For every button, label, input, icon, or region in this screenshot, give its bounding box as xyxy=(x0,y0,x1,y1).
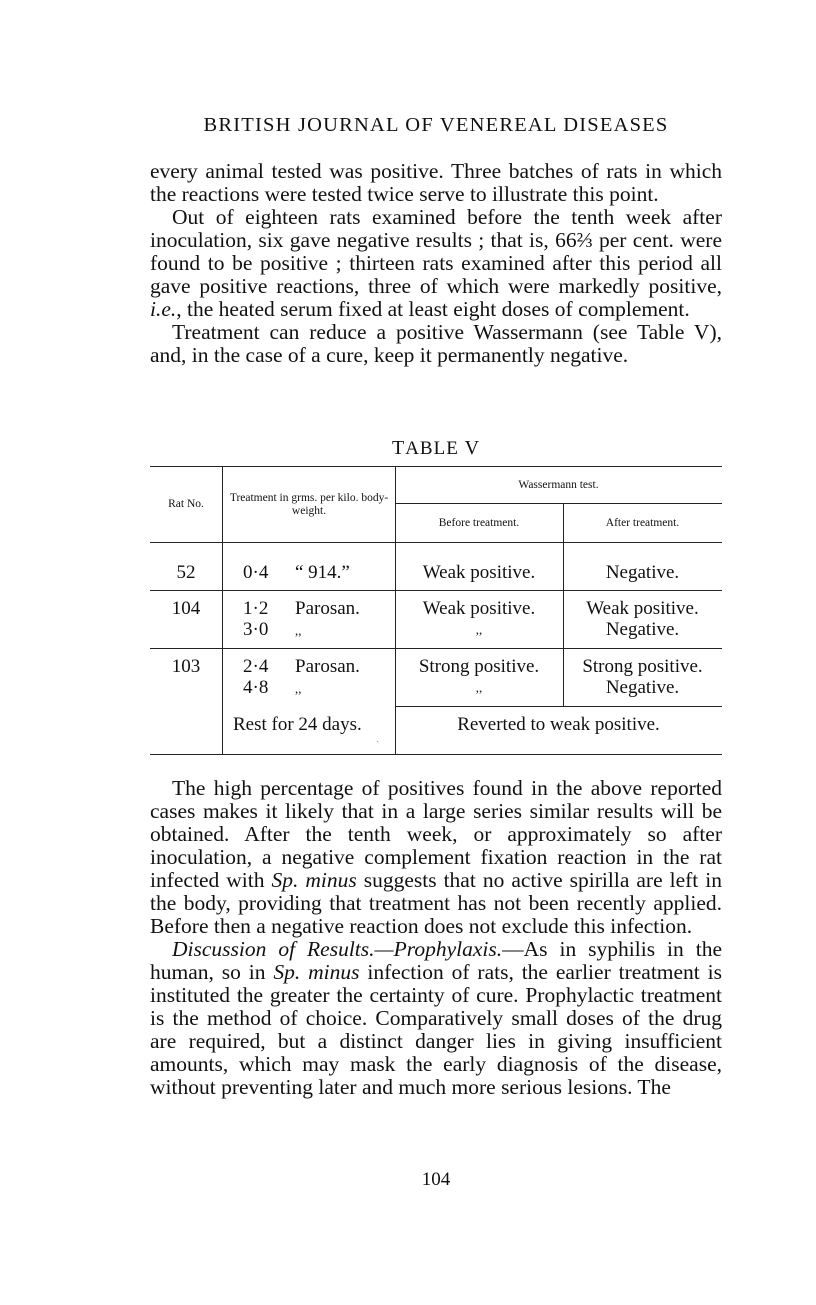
after-result: Negative. xyxy=(605,677,680,698)
row-rule-2 xyxy=(150,648,722,649)
table-bottom-rule xyxy=(150,754,722,755)
paragraph-4 xyxy=(150,777,722,938)
treatment-line xyxy=(243,619,393,641)
after-result: Negative. xyxy=(605,619,680,640)
before-result: Weak positive. xyxy=(422,598,536,619)
table-title-initial: T xyxy=(391,437,406,459)
ditto-mark: ,, xyxy=(295,623,302,638)
species-name: Sp. minus xyxy=(271,868,357,892)
treatment-line xyxy=(243,677,393,699)
paragraph-5-end: infection of rats, the earlier treatment is instituted the greater the certainty of cure. Prophylactic treatment is the method of choice. Comparatively small doses of the drug are required, but a distinct danger lies in giving insufficient amounts, which may mask the early diagnosis of the disease, without preventing later and much more serious lesions. The xyxy=(150,960,722,1099)
dose: 4·8 xyxy=(243,677,269,698)
row-rule-1 xyxy=(150,590,722,591)
section-heading: Discussion of Results.—Prophylaxis. xyxy=(172,937,503,961)
rest-result: Reverted to weak positive. xyxy=(457,714,660,735)
header-rat-no: Rat No. xyxy=(168,498,204,510)
paragraph-2 xyxy=(150,206,722,321)
wassermann-header-rule xyxy=(395,503,722,504)
body-text-top xyxy=(150,160,722,367)
running-header: BRITISH JOURNAL OF VENEREAL DISEASES xyxy=(203,114,669,136)
rat-number: 104 xyxy=(171,598,201,619)
page-number: 104 xyxy=(421,1169,451,1190)
dose: 0·4 xyxy=(243,562,269,583)
rest-row-rule xyxy=(395,706,722,707)
paragraph-2-end: , the heated serum fixed at least eight doses of complement. xyxy=(176,297,690,321)
column-rule-1 xyxy=(222,466,223,754)
paragraph-4-text: The high percentage of positives found in the above reported cases makes it likely that in a large series similar results will be obtained. After the tenth week, or approximately so after inoculation, a negative complement fixation reaction in the rat infected with xyxy=(150,776,722,892)
paragraph-5-text: —As in syphilis in the human, so in xyxy=(150,937,722,984)
header-treatment: Treatment in grms. per kilo. body-weight. xyxy=(229,492,389,517)
dose: 2·4 xyxy=(243,656,269,677)
dose: 1·2 xyxy=(243,598,269,619)
paragraph-4-end: suggests that no active spirilla are left in the body, providing that treatment has not been recently applied. Before then a negative reaction does not exclude this infection. xyxy=(150,868,722,938)
dose: 3·0 xyxy=(243,619,269,640)
rat-number: 103 xyxy=(171,656,201,677)
stray-mark: ˏ xyxy=(376,732,380,743)
body-text-bottom xyxy=(150,777,722,1099)
table-title-rest: ABLE xyxy=(405,438,459,459)
rest-treatment: Rest for 24 days. xyxy=(233,714,362,735)
treatment-line xyxy=(243,598,393,620)
table-v xyxy=(150,466,722,756)
before-ditto: ,, xyxy=(475,622,483,637)
treatment-line xyxy=(243,562,393,584)
ie-abbreviation: i.e. xyxy=(150,297,177,321)
ditto-mark: ,, xyxy=(295,681,302,696)
after-result: Strong positive. xyxy=(582,656,703,677)
before-ditto: ,, xyxy=(475,680,483,695)
before-result: Weak positive. xyxy=(422,562,536,583)
paragraph-3: Treatment can reduce a positive Wassermann (see Table V), and, in the case of a cure, keep it permanently negative. xyxy=(150,320,722,367)
drug: Parosan. xyxy=(295,598,360,619)
table-title xyxy=(150,437,722,460)
header-bottom-rule xyxy=(150,542,722,543)
header-after-treatment: After treatment. xyxy=(605,517,680,529)
after-result: Negative. xyxy=(605,562,680,583)
after-result: Weak positive. xyxy=(586,598,699,619)
header-before-treatment: Before treatment. xyxy=(438,517,520,529)
paragraph-1: every animal tested was positive. Three batches of rats in which the reactions were tested twice serve to illustrate this point. xyxy=(150,159,722,206)
table-title-numeral: V xyxy=(464,437,481,459)
species-name: Sp. minus xyxy=(273,960,360,984)
before-result: Strong positive. xyxy=(418,656,540,677)
header-wassermann: Wassermann test. xyxy=(518,479,599,491)
rat-number: 52 xyxy=(176,562,196,583)
paragraph-5 xyxy=(150,938,722,1099)
paragraph-2-text: Out of eighteen rats examined before the tenth week after inoculation, six gave negative results ; that is, 66⅔ per cent. were found to be positive ; thirteen rats examined after this period all gave positive reactions, three of which were markedly positive, xyxy=(150,205,722,298)
drug: “ 914.” xyxy=(295,562,350,583)
table-top-rule xyxy=(150,466,722,467)
treatment-line xyxy=(243,656,393,678)
drug: Parosan. xyxy=(295,656,360,677)
